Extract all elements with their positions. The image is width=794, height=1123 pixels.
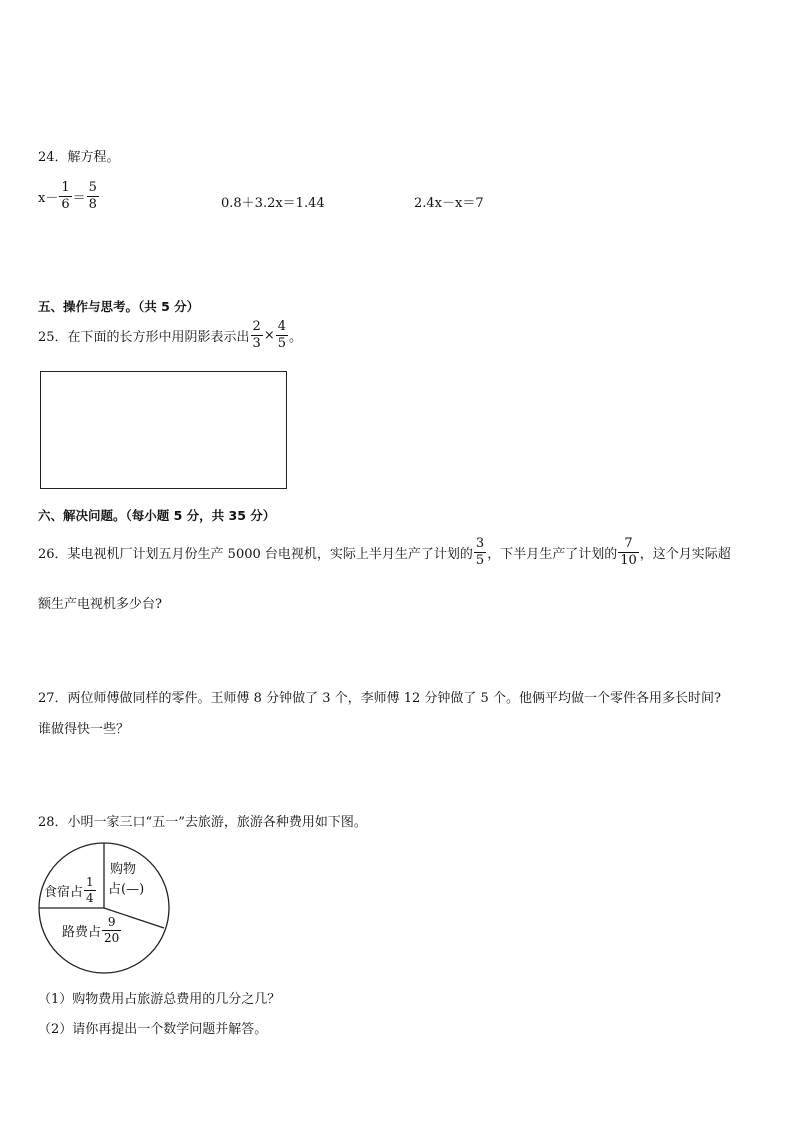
q25-fraction-2: [276, 320, 288, 350]
pie-shopping-line2: 占(—): [108, 882, 145, 897]
q26-line2: 额生产电视机多少台?: [38, 597, 162, 612]
q25-end: 。: [289, 329, 303, 345]
pie-shopping-line1: 购物: [110, 862, 137, 877]
q26-fraction-2: [618, 537, 639, 567]
q26-part2: ，下半月生产了计划的: [487, 546, 618, 562]
q27-line1: 27．两位师傅做同样的零件。王师傅 8 分钟做了 3 个，李师傅 12 分钟做了 5 个。他俩平均做一个零件各用多长时间?: [38, 691, 721, 706]
pie-food-text: 食宿占: [44, 884, 84, 900]
q25-frac2-num: 4: [277, 319, 287, 334]
q28-sub2: （2）请你再提出一个数学问题并解答。: [38, 1022, 268, 1037]
section-5-heading: 五、操作与思考。（共 5 分）: [38, 299, 200, 314]
q28-pie-chart: [36, 840, 172, 976]
eq1-equals: ＝: [72, 190, 86, 206]
q25-rectangle[interactable]: [40, 371, 287, 489]
q28-text: 28．小明一家三口“五一”去旅游，旅游各种费用如下图。: [38, 815, 367, 830]
pie-food-num: 1: [86, 875, 94, 889]
pie-travel-text: 路费占: [62, 924, 102, 940]
q24-label: 24．解方程。: [38, 150, 120, 165]
pie-travel-num: 9: [107, 915, 116, 929]
pie-label-travel: [62, 916, 122, 944]
eq1-prefix: x－: [38, 190, 59, 206]
q26-question: [38, 537, 731, 567]
q27-line2: 谁做得快一些？: [38, 722, 130, 737]
q25-frac2-den: 5: [277, 335, 287, 351]
pie-travel-den: 20: [104, 930, 120, 945]
q25-frac1-den: 3: [252, 335, 261, 351]
q26-frac2-num: 7: [624, 536, 633, 551]
q26-part1: 26．某电视机厂计划五月份生产 5000 台电视机，实际上半月生产了计划的: [38, 546, 473, 562]
pie-food-den: 4: [86, 890, 94, 905]
eq1-frac2-num: 5: [88, 180, 97, 195]
q25-question: [38, 320, 302, 350]
q26-part3: ，这个月实际超: [639, 546, 731, 562]
q26-frac1-den: 5: [475, 552, 485, 568]
pie-travel-fraction: [102, 916, 121, 944]
eq1-frac2-den: 8: [88, 196, 97, 212]
q25-times: ×: [263, 327, 275, 343]
q24-equation-2: 0.8＋3.2x＝1.44: [221, 196, 325, 211]
q28-sub1: （1）购物费用占旅游总费用的几分之几？: [38, 992, 281, 1007]
eq1-fraction-2: [87, 181, 99, 211]
eq1-fraction-1: [59, 181, 71, 211]
q25-frac1-num: 2: [252, 319, 261, 334]
pie-label-shopping: [108, 860, 144, 900]
q26-fraction-1: [474, 537, 486, 567]
q25-fraction-1: [251, 320, 263, 350]
q26-frac1-num: 3: [475, 536, 485, 551]
eq1-frac1-den: 6: [61, 196, 70, 212]
section-6-heading: 六、解决问题。（每小题 5 分，共 35 分）: [38, 508, 276, 523]
eq1-frac1-num: 1: [61, 180, 70, 195]
q24-equation-3: 2.4x－x＝7: [414, 196, 484, 211]
q26-frac2-den: 10: [620, 552, 637, 568]
q25-text: 25．在下面的长方形中用阴影表示出: [38, 329, 250, 345]
pie-label-food: [44, 876, 97, 904]
pie-food-fraction: [84, 876, 96, 904]
q24-equation-1: [38, 181, 100, 211]
